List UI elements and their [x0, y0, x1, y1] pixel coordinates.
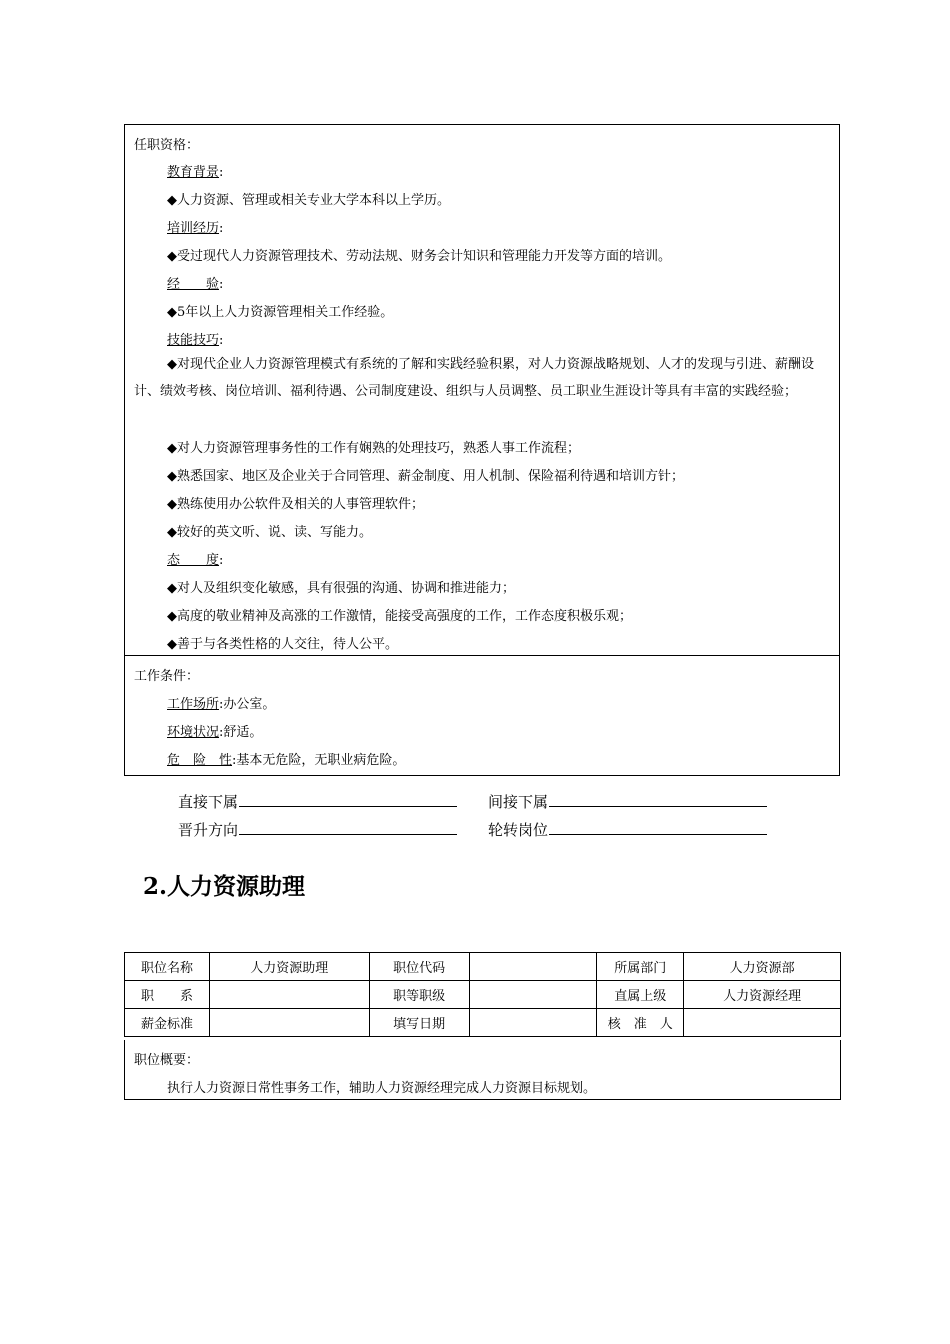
label-cell: 职位代码	[369, 953, 469, 981]
promotion-field: 晋升方向	[178, 818, 457, 840]
environment-row: 环境状况:舒适。	[167, 725, 263, 740]
rotation-field: 轮转岗位	[488, 818, 767, 840]
conditions-box	[124, 655, 840, 776]
value-cell	[469, 1009, 597, 1037]
education-label: 教育背景:	[167, 165, 224, 180]
qualifications-box	[124, 124, 840, 656]
attitude-item: ◆高度的敬业精神及高涨的工作激情，能接受高强度的工作，工作态度积极乐观；	[167, 609, 632, 624]
qualifications-header: 任职资格：	[134, 138, 200, 153]
summary-header: 职位概要：	[134, 1053, 200, 1068]
value-cell	[469, 953, 597, 981]
label-cell: 职 系	[125, 981, 210, 1009]
table-row	[125, 1009, 841, 1037]
label-cell: 职位名称	[125, 953, 210, 981]
skills-label: 技能技巧:	[167, 333, 224, 348]
skills-item: ◆对人力资源管理事务性的工作有娴熟的处理技巧，熟悉人事工作流程；	[167, 441, 580, 456]
label-cell: 职等职级	[369, 981, 469, 1009]
summary-text: 执行人力资源日常性事务工作，辅助人力资源经理完成人力资源目标规划。	[167, 1081, 597, 1096]
education-item: ◆人力资源、管理或相关专业大学本科以上学历。	[167, 193, 450, 208]
value-cell	[469, 981, 597, 1009]
value-cell: 人力资源经理	[684, 981, 841, 1009]
table-row	[125, 953, 841, 981]
skills-item: ◆熟练使用办公软件及相关的人事管理软件；	[167, 497, 424, 512]
label-cell: 核 准 人	[597, 1009, 684, 1037]
attitude-label: 态 度:	[167, 553, 224, 568]
value-cell	[209, 981, 369, 1009]
skills-item: ◆熟悉国家、地区及企业关于合同管理、薪金制度、用人机制、保险福利待遇和培训方针；	[167, 469, 684, 484]
value-cell	[684, 1009, 841, 1037]
conditions-header: 工作条件：	[134, 669, 200, 684]
attitude-item: ◆善于与各类性格的人交往，待人公平。	[167, 637, 398, 652]
label-cell: 填写日期	[369, 1009, 469, 1037]
position-info-table	[124, 952, 841, 1037]
label-cell: 直属上级	[597, 981, 684, 1009]
value-cell	[209, 1009, 369, 1037]
direct-subordinate-field: 直接下属	[178, 790, 457, 812]
position-summary-box	[124, 1040, 841, 1100]
experience-label: 经 验:	[167, 277, 224, 292]
attitude-item: ◆对人及组织变化敏感，具有很强的沟通、协调和推进能力；	[167, 581, 515, 596]
training-item: ◆受过现代人力资源管理技术、劳动法规、财务会计知识和管理能力开发等方面的培训。	[167, 249, 671, 264]
label-cell: 薪金标准	[125, 1009, 210, 1037]
indirect-subordinate-field: 间接下属	[488, 790, 767, 812]
experience-item: ◆5年以上人力资源管理相关工作经验。	[167, 305, 394, 320]
skills-item: ◆较好的英文听、说、读、写能力。	[167, 525, 372, 540]
section-title: 2.人力资源助理	[143, 873, 306, 900]
hazard-row: 危 险 性:基本无危险，无职业病危险。	[167, 753, 406, 768]
skills-item: ◆对现代企业人力资源管理模式有系统的了解和实践经验积累，对人力资源战略规划、人才的发现与引进、薪酬设计、绩效考核、岗位培训、福利待遇、公司制度建设、组织与人员调整、员工职业生涯设计等具有丰富的实践经验；	[134, 357, 814, 399]
value-cell: 人力资源助理	[209, 953, 369, 981]
value-cell: 人力资源部	[684, 953, 841, 981]
table-row	[125, 981, 841, 1009]
workplace-row: 工作场所:办公室。	[167, 697, 276, 712]
label-cell: 所属部门	[597, 953, 684, 981]
training-label: 培训经历:	[167, 221, 224, 236]
